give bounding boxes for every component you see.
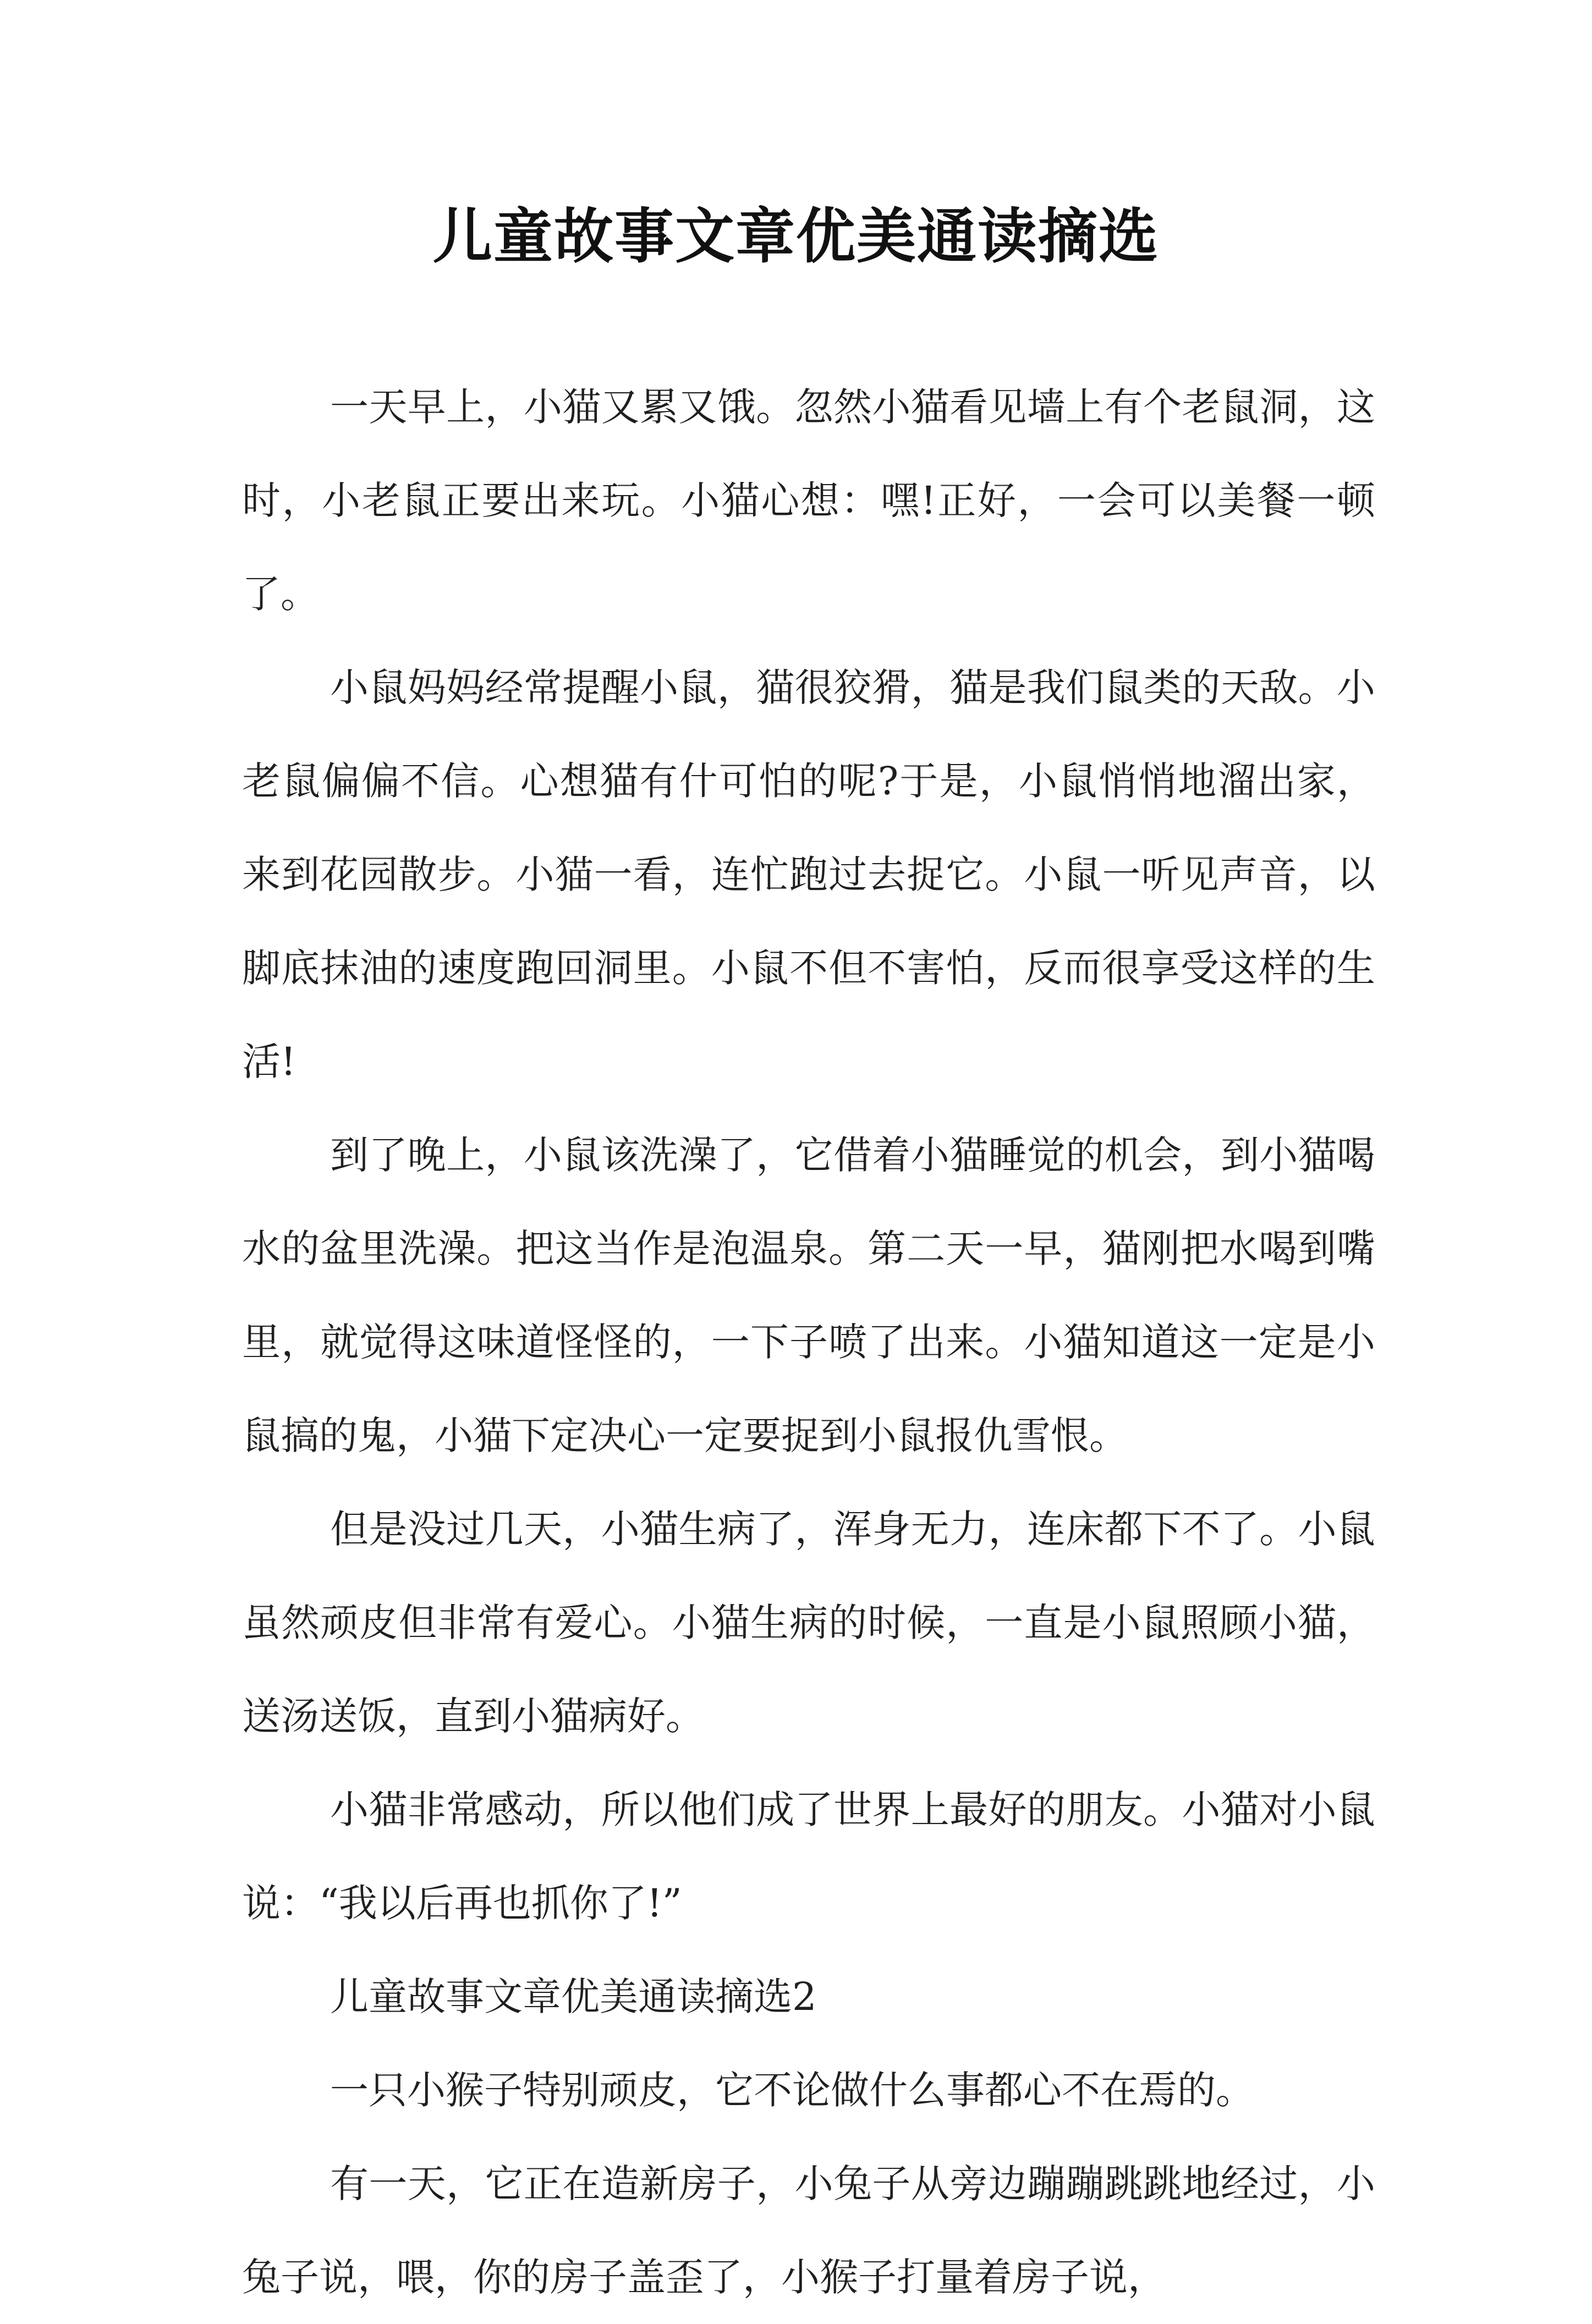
paragraph: 一天早上，小猫又累又饿。忽然小猫看见墙上有个老鼠洞，这时，小老鼠正要出来玩。小猫心想：嘿!正好，一会可以美餐一顿了。 (242, 384, 1375, 617)
paragraph: 一只小猴子特别顽皮，它不论做什么事都心不在焉的。 (330, 2068, 1254, 2113)
paragraph: 到了晚上，小鼠该洗澡了，它借着小猫睡觉的机会，到小猫喝水的盆里洗澡。把这当作是泡温泉。第二天一早，猫刚把水喝到嘴里，就觉得这味道怪怪的，一下子喷了出来。小猫知道这一定是小鼠搞的鬼，小猫下定决心一定要捉到小鼠报仇雪恨。 (242, 1133, 1375, 1458)
document-body (242, 360, 1375, 2324)
paragraph: 有一天，它正在造新房子，小兔子从旁边蹦蹦跳跳地经过，小兔子说，喂，你的房子盖歪了，小猴子打量着房子说， (242, 2161, 1375, 2300)
paragraph: 小猫非常感动，所以他们成了世界上最好的朋友。小猫对小鼠说：“我以后再也抓你了!” (242, 1787, 1375, 1926)
document-title: 儿童故事文章优美通读摘选 (432, 202, 1159, 271)
section-heading: 儿童故事文章优美通读摘选2 (330, 1974, 817, 2019)
paragraph: 但是没过几天，小猫生病了，浑身无力，连床都下不了。小鼠虽然顽皮但非常有爱心。小猫生病的时候，一直是小鼠照顾小猫，送汤送饭，直到小猫病好。 (242, 1507, 1375, 1739)
paragraph: 小鼠妈妈经常提醒小鼠，猫很狡猾，猫是我们鼠类的天敌。小老鼠偏偏不信。心想猫有什可怕的呢?于是，小鼠悄悄地溜出家，来到花园散步。小猫一看，连忙跑过去捉它。小鼠一听见声音，以脚底抹油的速度跑回洞里。小鼠不但不害怕，反而很享受这样的生活! (242, 665, 1375, 1084)
